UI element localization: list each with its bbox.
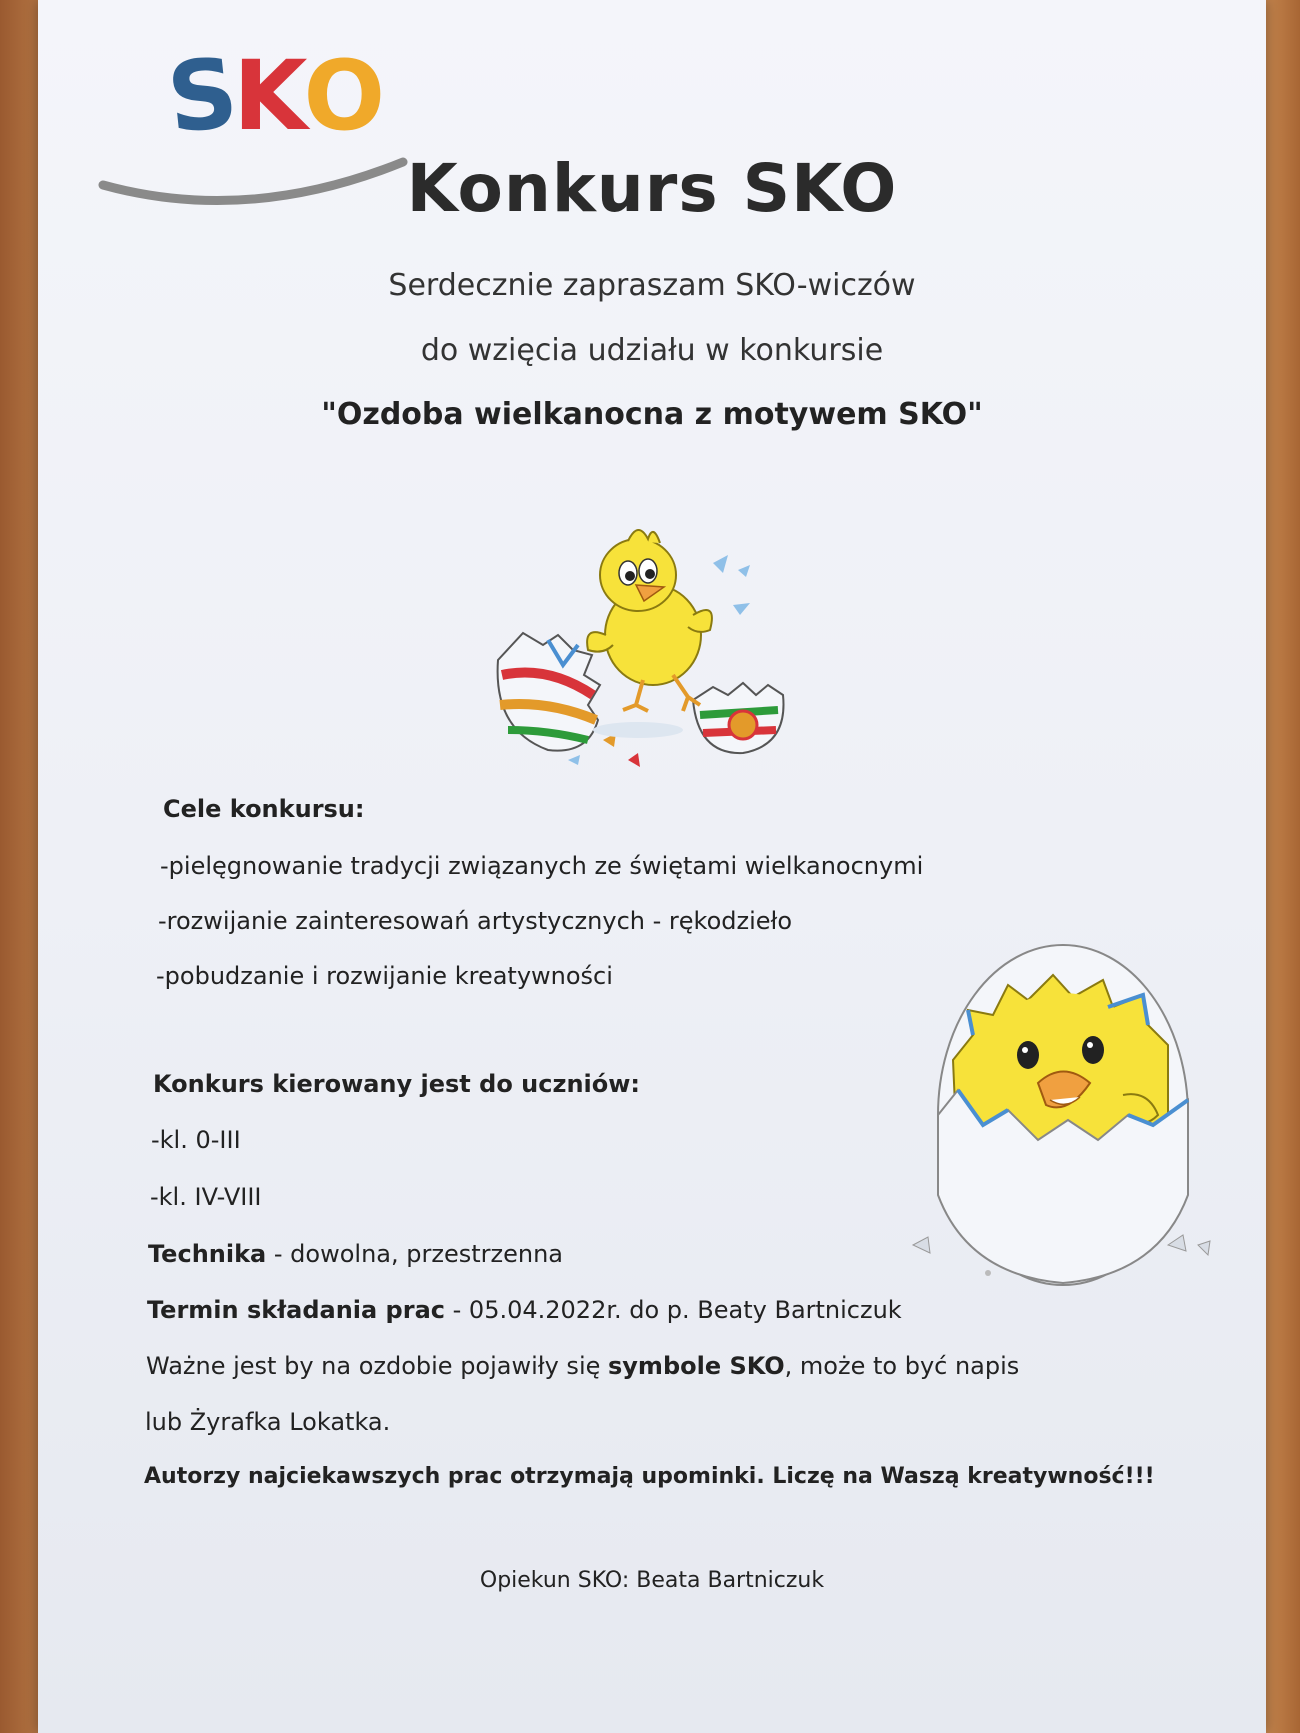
- important-bold: symbole SKO: [608, 1352, 785, 1380]
- technique-line: [148, 1240, 563, 1268]
- important-part1: Ważne jest by na ozdobie pojawiły się: [146, 1352, 608, 1380]
- important-line: [146, 1352, 1019, 1380]
- contest-name: "Ozdoba wielkanocna z motywem SKO": [321, 397, 983, 432]
- footer-signature: Opiekun SKO: Beata Bartniczuk: [479, 1568, 825, 1593]
- logo-letter-k: K: [233, 40, 304, 152]
- goal-item: -rozwijanie zainteresowań artystycznych - rękodzieło: [158, 907, 793, 935]
- technique-value: - dowolna, przestrzenna: [266, 1240, 563, 1268]
- important-part2: , może to być napis: [784, 1352, 1020, 1380]
- chick-in-egg-illustration: [898, 915, 1228, 1295]
- chick-easter-eggs-illustration: [488, 515, 798, 775]
- logo-letter-s: S: [162, 36, 239, 156]
- technique-label: Technika: [148, 1240, 267, 1268]
- logo-letter-o: O: [303, 40, 382, 152]
- deadline-value: - 05.04.2022r. do p. Beaty Bartniczuk: [445, 1296, 902, 1324]
- audience-item: -kl. IV-VIII: [150, 1183, 262, 1211]
- poster-paper: [38, 0, 1266, 1733]
- intro-line-2: do wzięcia udziału w konkursie: [420, 333, 884, 368]
- audience-item: -kl. 0-III: [151, 1126, 241, 1154]
- table-background-right: [1260, 0, 1300, 1733]
- goals-heading: Cele konkursu:: [163, 795, 365, 823]
- intro-line-1: Serdecznie zapraszam SKO-wiczów: [388, 268, 916, 303]
- goal-item: -pobudzanie i rozwijanie kreatywności: [156, 962, 613, 990]
- audience-heading: Konkurs kierowany jest do uczniów:: [153, 1070, 641, 1098]
- goal-item: -pielęgnowanie tradycji związanych ze świętami wielkanocnymi: [160, 852, 924, 880]
- page-title: Konkurs SKO: [406, 150, 898, 227]
- deadline-label: Termin składania prac: [147, 1296, 445, 1324]
- important-line-2: lub Żyrafka Lokatka.: [145, 1408, 391, 1436]
- closing-text: Autorzy najciekawszych prac otrzymają upominki. Liczę na Waszą kreatywność!!!: [144, 1464, 1155, 1489]
- deadline-line: [147, 1296, 902, 1324]
